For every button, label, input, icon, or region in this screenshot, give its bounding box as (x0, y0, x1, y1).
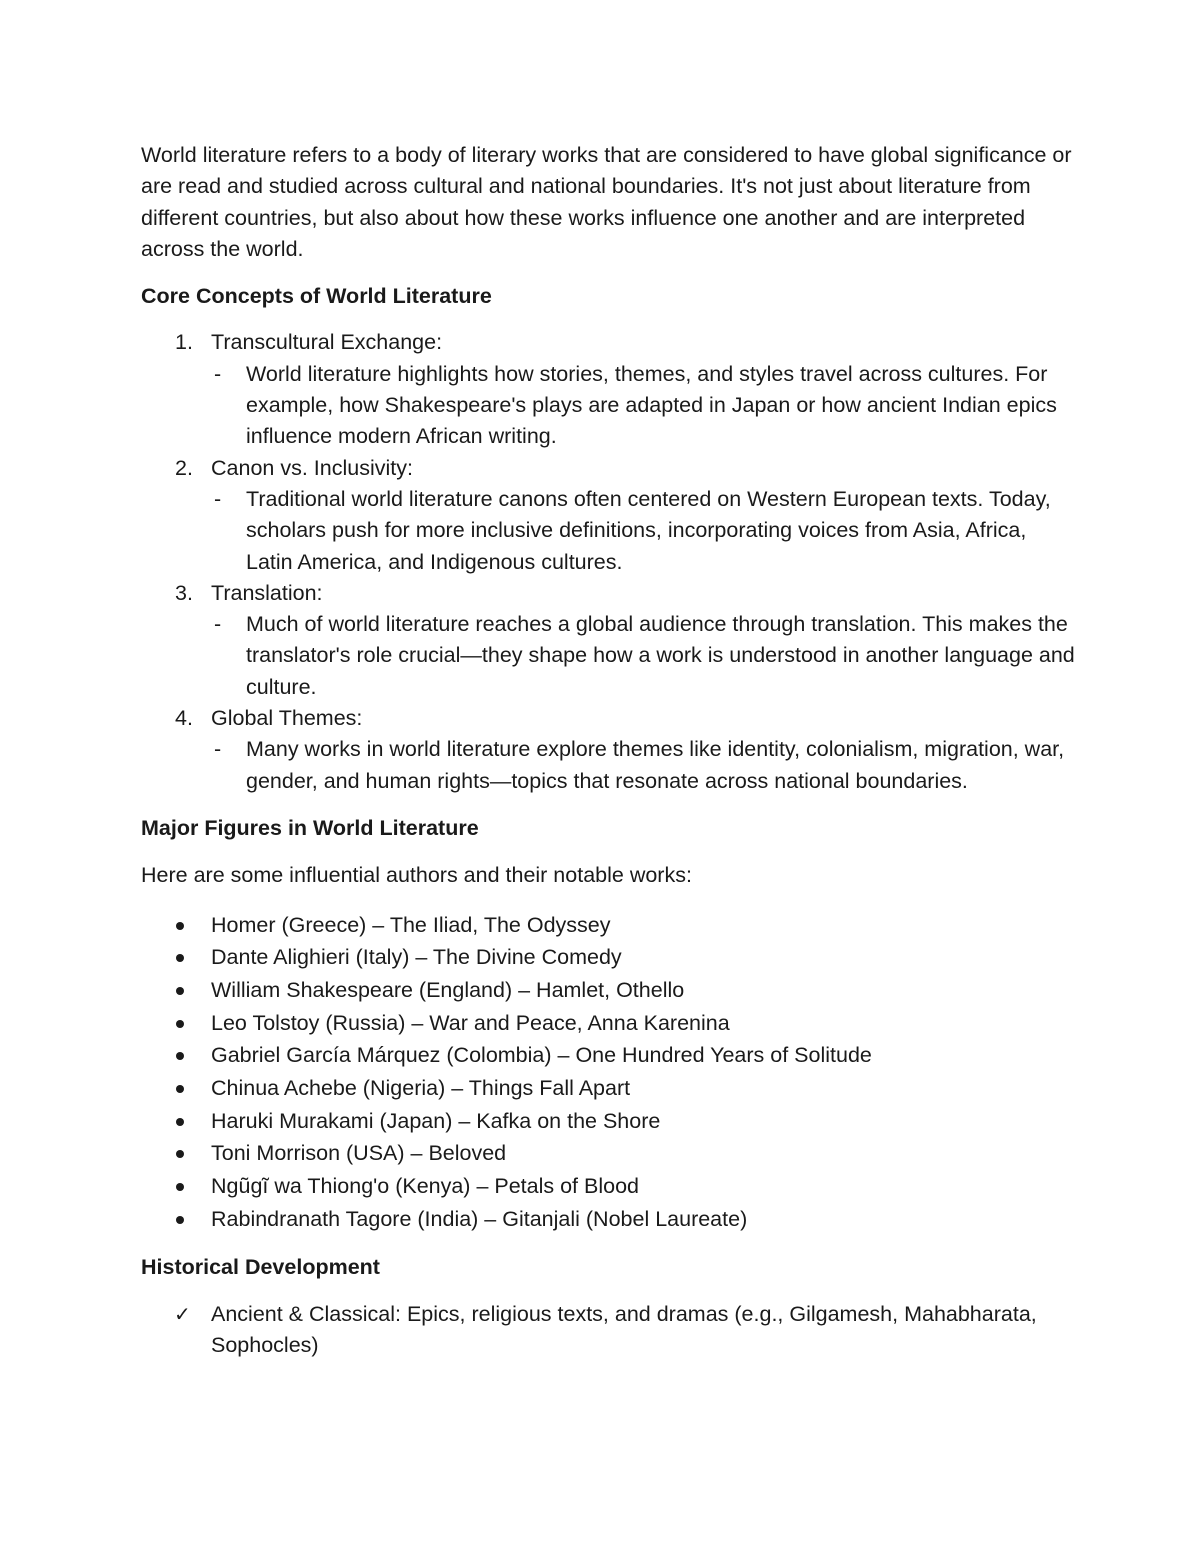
figures-lead-paragraph: Here are some influential authors and their notable works: (141, 863, 692, 888)
concept-title: Canon vs. Inclusivity: (211, 455, 413, 480)
section-heading-historical-development: Historical Development (141, 1254, 380, 1279)
bullet-icon (176, 1183, 184, 1191)
bullet-icon (176, 1150, 184, 1158)
list-item-text: Ancient & Classical: Epics, religious texts, and dramas (e.g., Gilgamesh, Mahabharata, Sophocles) (211, 1301, 1037, 1358)
bullet-icon (176, 1020, 184, 1028)
section-heading-major-figures: Major Figures in World Literature (141, 815, 479, 840)
list-item (141, 1170, 1076, 1203)
major-figures-list (141, 909, 1076, 1236)
list-item (141, 1299, 1076, 1362)
list-item (141, 1039, 1076, 1072)
dash-marker: - (214, 486, 222, 511)
document-page (141, 140, 1076, 1361)
concept-detail (141, 609, 1076, 703)
list-item-text: Homer (Greece) – The Iliad, The Odyssey (211, 912, 611, 937)
bullet-icon (176, 1118, 184, 1126)
list-item (141, 909, 1076, 942)
concept-title: Translation: (211, 580, 323, 605)
concept-detail-text: Traditional world literature canons often centered on Western European texts. Today, scholars push for more inclusive definitions, incorporating voices from Asia, Africa, Latin America, and Indigenous cultures. (246, 486, 1051, 574)
concept-item (141, 703, 1076, 797)
section-heading-core-concepts: Core Concepts of World Literature (141, 284, 492, 309)
list-item-text: Toni Morrison (USA) – Beloved (211, 1141, 507, 1166)
list-item-text: Leo Tolstoy (Russia) – War and Peace, Anna Karenina (211, 1010, 730, 1035)
concept-detail (141, 484, 1076, 578)
bullet-icon (176, 1216, 184, 1224)
list-number: 2. (175, 455, 193, 480)
list-item (141, 941, 1076, 974)
concept-item (141, 578, 1076, 703)
list-item-text: Ngũgĩ wa Thiong'o (Kenya) – Petals of Blood (211, 1174, 639, 1199)
list-item (141, 1203, 1076, 1236)
list-item-text: Rabindranath Tagore (India) – Gitanjali (Nobel Laureate) (211, 1206, 748, 1231)
intro-paragraph: World literature refers to a body of literary works that are considered to have global significance or are read and studied across cultural and national boundaries. It's not just about literature from different countries, but also about how these works influence one another and are interpreted across the world. (141, 143, 1072, 261)
dash-marker: - (214, 612, 222, 637)
dash-marker: - (214, 361, 222, 386)
core-concepts-list (141, 327, 1076, 796)
list-item (141, 1072, 1076, 1105)
list-item (141, 974, 1076, 1007)
list-item-text: Gabriel García Márquez (Colombia) – One Hundred Years of Solitude (211, 1043, 872, 1068)
checkmark-icon: ✓ (174, 1301, 191, 1326)
bullet-icon (176, 1052, 184, 1060)
list-item-text: Haruki Murakami (Japan) – Kafka on the Shore (211, 1108, 661, 1133)
concept-detail-text: World literature highlights how stories, themes, and styles travel across cultures. For example, how Shakespeare's plays are adapted in Japan or how ancient Indian epics influence modern African writing. (246, 361, 1057, 449)
concept-item (141, 327, 1076, 452)
list-number: 1. (175, 330, 193, 355)
dash-marker: - (214, 737, 222, 762)
list-item-text: Dante Alighieri (Italy) – The Divine Comedy (211, 945, 622, 970)
bullet-icon (176, 954, 184, 962)
list-item-text: Chinua Achebe (Nigeria) – Things Fall Apart (211, 1076, 631, 1101)
bullet-icon (176, 987, 184, 995)
list-number: 4. (175, 706, 193, 731)
concept-item (141, 453, 1076, 578)
list-item-text: William Shakespeare (England) – Hamlet, Othello (211, 977, 685, 1002)
historical-development-list (141, 1299, 1076, 1362)
concept-detail-text: Much of world literature reaches a global audience through translation. This makes the translator's role crucial—they shape how a work is understood in another language and culture. (246, 612, 1075, 699)
concept-detail (141, 359, 1076, 453)
list-item (141, 1007, 1076, 1040)
bullet-icon (176, 1085, 184, 1093)
concept-title: Transcultural Exchange: (211, 330, 443, 355)
list-item (141, 1137, 1076, 1170)
list-item (141, 1105, 1076, 1138)
bullet-icon (176, 922, 184, 930)
concept-title: Global Themes: (211, 706, 363, 731)
concept-detail (141, 734, 1076, 797)
list-number: 3. (175, 580, 193, 605)
concept-detail-text: Many works in world literature explore themes like identity, colonialism, migration, war, gender, and human rights—topics that resonate across national boundaries. (246, 737, 1065, 793)
